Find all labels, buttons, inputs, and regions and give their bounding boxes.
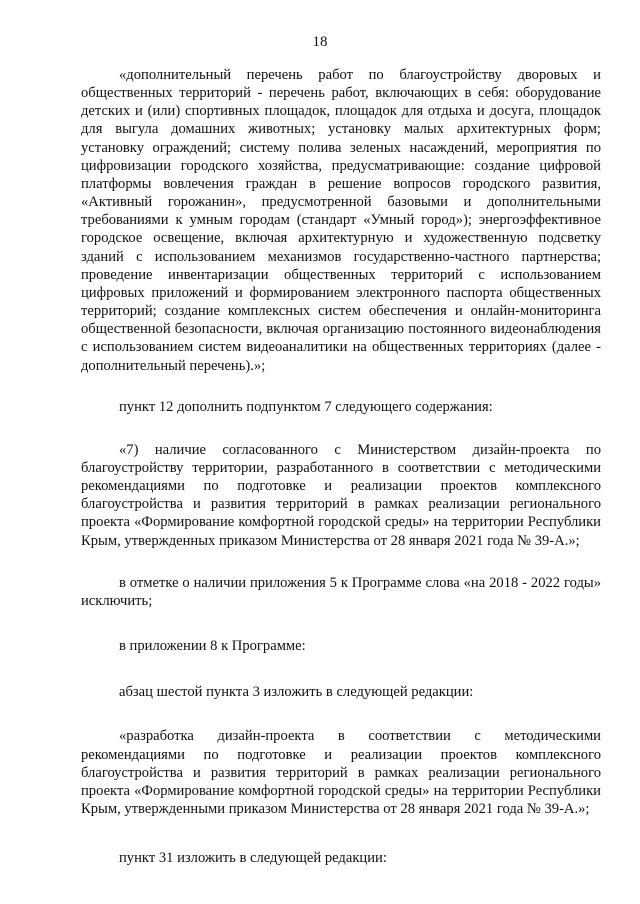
paragraph-item-12-amendment: пункт 12 дополнить подпунктом 7 следующего содержания:: [119, 398, 493, 415]
page-number: 18: [312, 34, 328, 50]
paragraph-appendix-5-note: в отметке о наличии приложения 5 к Программе слова «на 2018 - 2022 годы» исключить;: [81, 574, 601, 609]
paragraph-design-project: «разработка дизайн-проекта в соответствии с методическими рекомендациями по подготовке и реализации проектов комплексного благоустройства и развития территорий в рамках реализации регионального проекта «Формирование комфортной городской среды» на территории Республики Крым, утвержденными приказом Министерства от 28 января 2021 года № 39-А.»;: [81, 728, 601, 817]
paragraph-subitem-7: «7) наличие согласованного с Министерством дизайн-проекта по благоустройству территории, разработанного в соответствии с методическими рекомендациями по подготовке и реализации проектов комплексного благоустройства и развития территорий в рамках реализации регионального проекта «Формирование комфортной городской среды» на территории Республики Крым, утвержденных приказом Министерства от 28 января 2021 года № 39-А.»;: [81, 441, 601, 549]
paragraph-additional-works-list: «дополнительный перечень работ по благоустройству дворовых и общественных территорий - перечень работ, включающих в себя: оборудование детских и (или) спортивных площадок, площадок для отдыха и досуга, площадок для выгула домашних животных; установку малых архитектурных форм; установку ограждений; систему полива зеленых насаждений, мероприятия по цифровизации городского хозяйства, предусматривающие: создание цифровой платформы вовлечения граждан в решение вопросов городского развития, «Активный горожанин», предусмотренной базовыми и дополнительными требованиями к умным городам (стандарт «Умный город»); энергоэффективное городское освещение, включая архитектурную и художественную подсветку зданий с использованием механизмов государственно-частного партнерства; проведение инвентаризации общественных территорий с использованием цифровых приложений и формированием электронного паспорта общественных территорий; создание комплексных систем обеспечения и онлайн-мониторинга общественной безопасности, включая организацию постоянного видеонаблюдения с использованием систем видеоаналитики на общественных территориях (далее - дополнительный перечень).»;: [81, 67, 601, 374]
paragraph-item-31-amendment: пункт 31 изложить в следующей редакции:: [119, 850, 387, 867]
paragraph-appendix-8: в приложении 8 к Программе:: [119, 638, 306, 655]
document-body: [81, 66, 601, 867]
paragraph-item-3-sixth-clause: абзац шестой пункта 3 изложить в следующей редакции:: [119, 684, 474, 701]
